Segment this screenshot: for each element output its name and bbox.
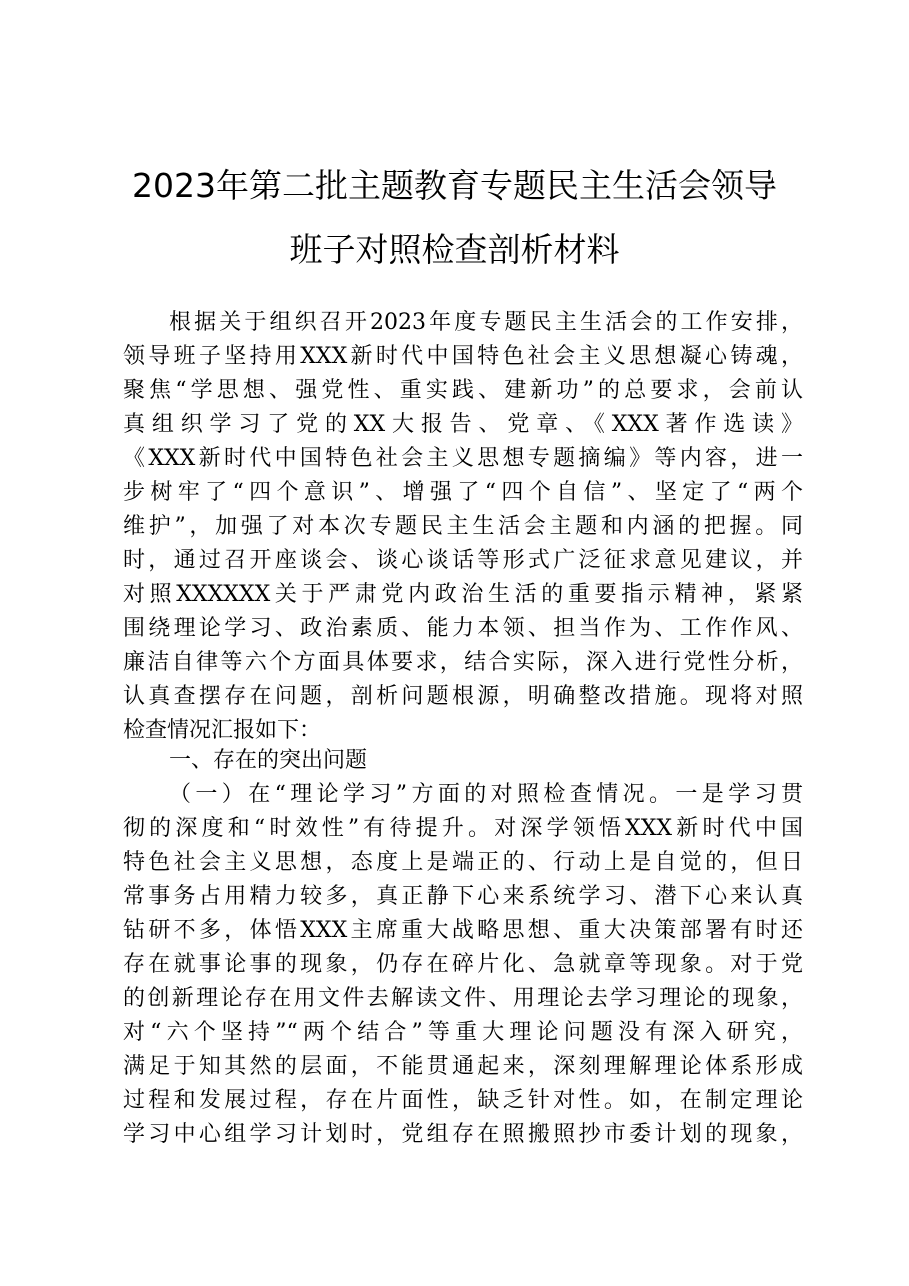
paragraph-line: 对照XXXXXX关于严肃党内政治生活的重要指示精神，紧紧 bbox=[123, 582, 803, 607]
paragraph-line: 的创新理论存在用文件去解读文件、用理论去学习理论的现象， bbox=[123, 986, 803, 1011]
paragraph-line: 领导班子坚持用XXX新时代中国特色社会主义思想凝心铸魂， bbox=[123, 344, 803, 369]
paragraph-line: 时，通过召开座谈会、谈心谈话等形式广泛征求意见建议，并 bbox=[123, 548, 803, 573]
document-title-line-1: 2023年第二批主题教育专题民主生活会领导 bbox=[132, 166, 777, 205]
paragraph-line: 钻研不多，体悟XXX主席重大战略思想、重大决策部署有时还 bbox=[123, 918, 803, 943]
paragraph-line: 步树牢了“四个意识”、增强了“四个自信”、坚定了“两个 bbox=[123, 480, 803, 505]
section-heading: 一、存在的突出问题 bbox=[169, 748, 368, 773]
paragraph-line: 过程和发展过程，存在片面性，缺乏针对性。如，在制定理论 bbox=[123, 1088, 803, 1113]
paragraph-line: （一）在“理论学习”方面的对照检查情况。一是学习贯 bbox=[169, 782, 803, 807]
paragraph-line: 根据关于组织召开2023年度专题民主生活会的工作安排， bbox=[169, 310, 803, 335]
paragraph-line: 真组织学习了党的XX大报告、党章、《XXX著作选读》 bbox=[123, 412, 803, 437]
paragraph-line: 满足于知其然的层面，不能贯通起来，深刻理解理论体系形成 bbox=[123, 1054, 803, 1079]
paragraph-line: 维护”，加强了对本次专题民主生活会主题和内涵的把握。同 bbox=[123, 514, 803, 539]
paragraph-line: 存在就事论事的现象，仍存在碎片化、急就章等现象。对于党 bbox=[123, 952, 803, 977]
paragraph-line: 特色社会主义思想，态度上是端正的、行动上是自觉的，但日 bbox=[123, 850, 803, 875]
paragraph-line: 《XXX新时代中国特色社会主义思想专题摘编》等内容，进一 bbox=[123, 446, 803, 471]
paragraph-line: 常事务占用精力较多，真正静下心来系统学习、潜下心来认真 bbox=[123, 884, 803, 909]
paragraph-line: 学习中心组学习计划时，党组存在照搬照抄市委计划的现象， bbox=[123, 1122, 803, 1147]
paragraph-line: 认真查摆存在问题，剖析问题根源，明确整改措施。现将对照 bbox=[123, 684, 803, 709]
document-title-line-2: 班子对照检查剖析材料 bbox=[289, 230, 620, 269]
paragraph-line: 聚焦“学思想、强党性、重实践、建新功”的总要求，会前认 bbox=[123, 378, 803, 403]
paragraph-line: 围绕理论学习、政治素质、能力本领、担当作为、工作作风、 bbox=[123, 616, 803, 641]
paragraph-line: 对“六个坚持”“两个结合”等重大理论问题没有深入研究， bbox=[123, 1020, 803, 1045]
paragraph-line: 检查情况汇报如下： bbox=[123, 718, 322, 743]
paragraph-line: 廉洁自律等六个方面具体要求，结合实际，深入进行党性分析， bbox=[123, 650, 803, 675]
paragraph-line: 彻的深度和“时效性”有待提升。对深学领悟XXX新时代中国 bbox=[123, 816, 803, 841]
